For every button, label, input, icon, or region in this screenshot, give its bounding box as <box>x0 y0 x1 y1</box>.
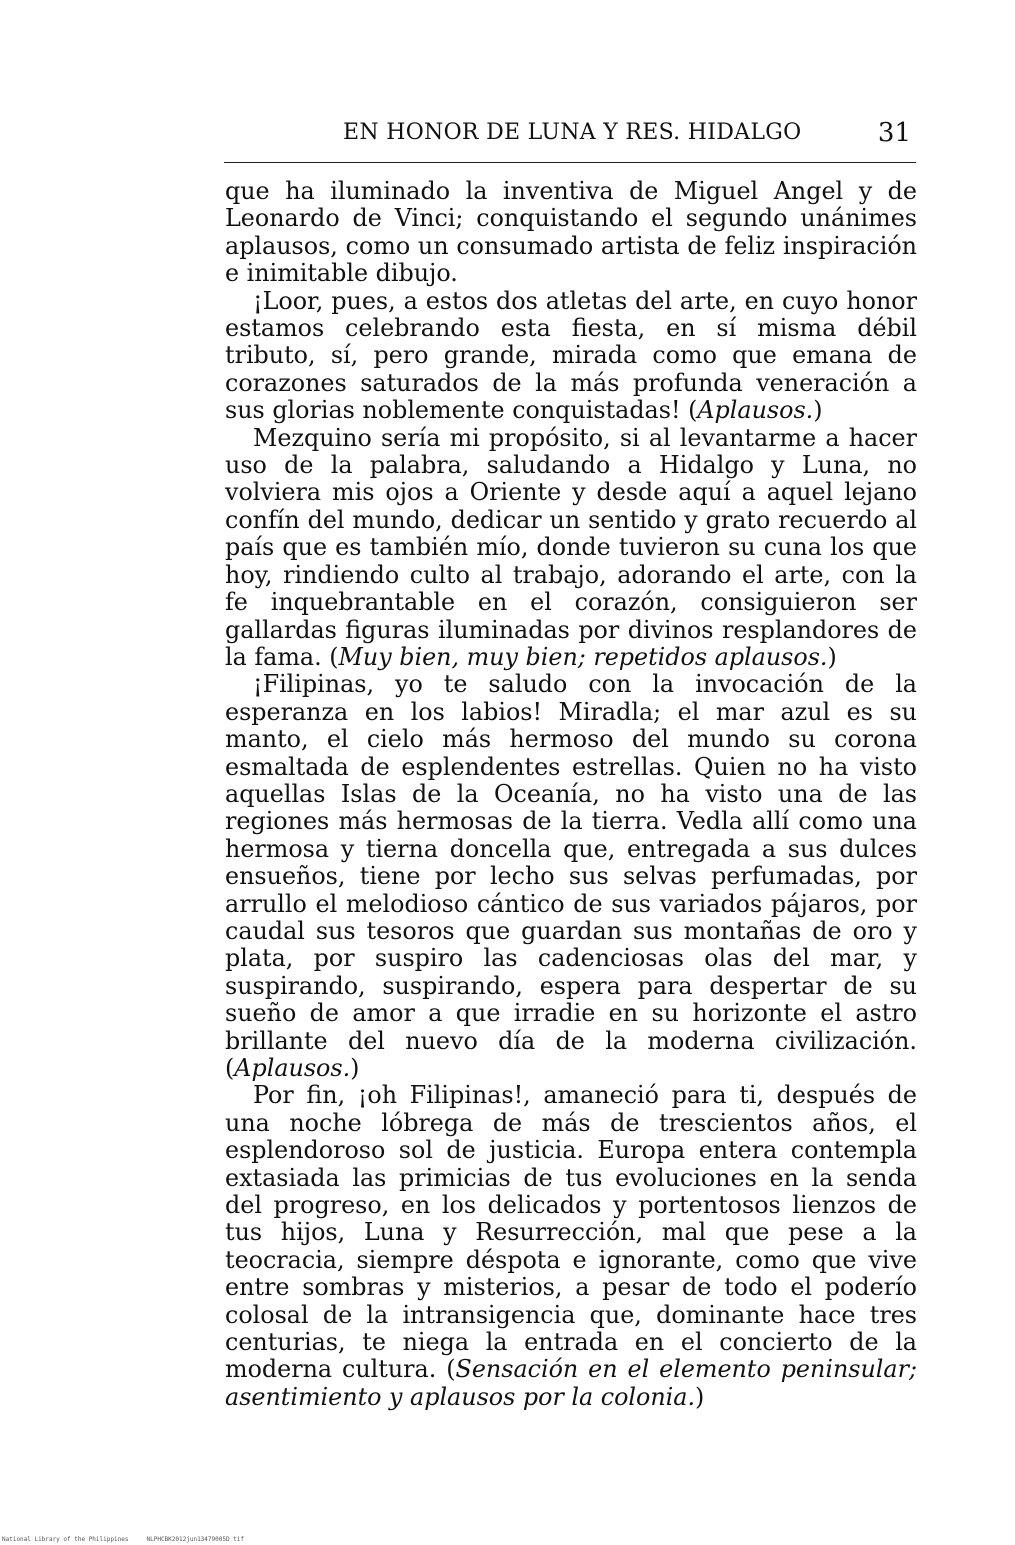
stage-direction: Aplausos. <box>697 396 814 425</box>
running-head <box>225 120 915 156</box>
paragraph <box>225 1082 917 1411</box>
paragraph-text: ) <box>827 642 837 671</box>
paragraph-text: Mezquino sería mi propósito, si al levantarme a hacer uso de la palabra, saludando a Hidalgo y Luna, no volviera mis ojos a Oriente y desde aquí a aquel lejano confín del mundo, dedicar un sentido y grato recuerdo al país que es también mío, donde tuvieron su cuna los que hoy, rindiendo culto al trabajo, adorando el arte, con la fe inquebrantable en el corazón, consiguieron ser gallardas figuras iluminadas por divinos resplandores de la fama. ( <box>225 423 917 671</box>
paragraph <box>225 178 917 288</box>
paragraph <box>225 288 917 425</box>
paragraph-text: que ha iluminado la inventiva de Miguel Angel y de Leonardo de Vinci; conquistando el segundo unánimes aplausos, como un consumado artista de feliz inspiración e inimitable dibujo. <box>225 177 917 288</box>
paragraph-text: ) <box>813 396 823 425</box>
paragraph-text: ¡Filipinas, yo te saludo con la invocación de la esperanza en los labios! Miradla; el mar azul es su manto, el cielo más hermoso del mundo su corona esmaltada de esplendentes estrellas. Quien no ha visto aquellas Islas de la Oceanía, no ha visto una de las regiones más hermosas de la tierra. Vedla allí como una hermosa y tierna doncella que, entregada a sus dulces ensueños, tiene por lecho sus selvas perfumadas, por arrullo el melodioso cántico de sus variados pájaros, por caudal sus tesoros que guardan sus montañas de oro y plata, por suspiro las cadenciosas olas del mar, y suspirando, suspirando, espera para despertar de su sueño de amor a que irradie en su horizonte el astro brillante del nuevo día de la moderna civilización. ( <box>225 670 917 1082</box>
stage-direction: Sensación en el elemento peninsular; asentimiento y aplausos por la colonia. <box>225 1355 918 1411</box>
body-text <box>225 178 917 1411</box>
stage-direction: Muy bien, muy bien; repetidos aplausos. <box>338 642 828 671</box>
paragraph <box>225 425 917 672</box>
paragraph-text: ) <box>695 1382 705 1411</box>
paragraph-text: ) <box>350 1054 360 1082</box>
header-rule <box>224 162 916 163</box>
running-title: EN HONOR DE LUNA Y RES. HIDALGO <box>343 120 802 145</box>
paragraph-text: Por fin, ¡oh Filipinas!, amaneció para ti, después de una noche lóbrega de más de trescientos años, el esplendoroso sol de justicia. Europa entera contempla extasiada las primicias de tus evoluciones en la senda del progreso, en los delicados y portentosos lienzos de tus hijos, Luna y Resurrección, mal que pese a la teocracia, siempre déspota e ignorante, como que vive entre sombras y misterios, a pesar de todo el poderío colosal de la intransigencia que, dominante hace tres centurias, te niega la entrada en el concierto de la moderna cultura. ( <box>225 1081 917 1384</box>
page-number: 31 <box>877 118 911 148</box>
scan-footer: National Library of the Philippines NLPHCBK2012jun13479005D tif <box>2 1536 245 1543</box>
paragraph-text: ¡Loor, pues, a estos dos atletas del arte, en cuyo honor estamos celebrando esta fiesta, en sí misma débil tributo, sí, pero grande, mirada como que emana de corazones saturados de la más profunda veneración a sus glorias noblemente conquistadas! ( <box>225 286 917 425</box>
stage-direction: Aplausos. <box>234 1054 351 1082</box>
paragraph <box>225 671 917 1082</box>
